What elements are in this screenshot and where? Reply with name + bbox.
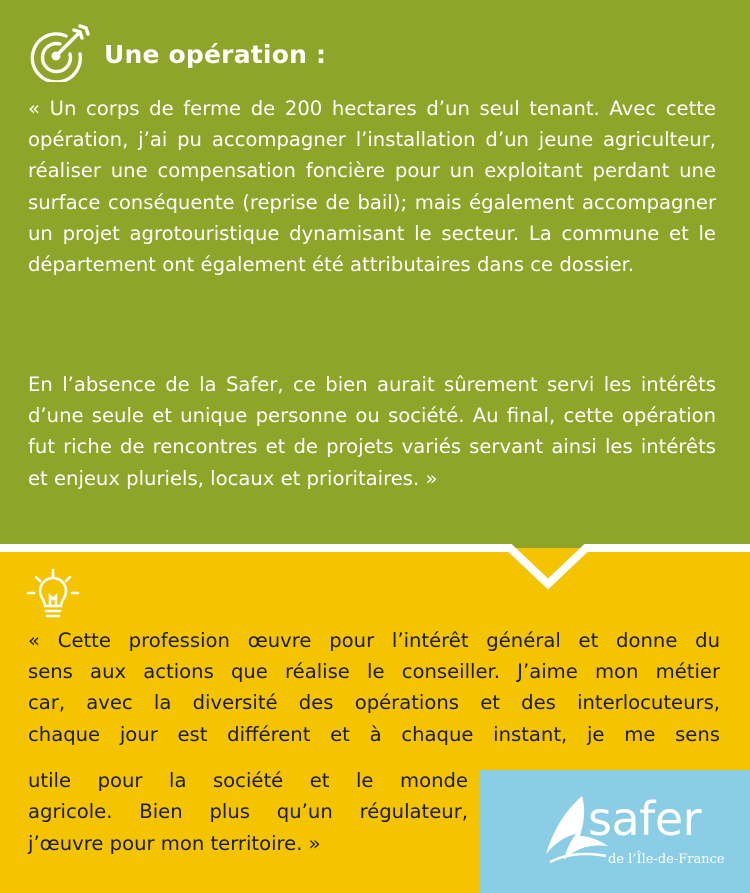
testimony-quote-end (28, 765, 468, 859)
safer-logo (480, 770, 750, 893)
testimony-line-2: sens aux actions que réalise le conseiller. J’aime mon métier (28, 660, 720, 684)
safer-logo-wordmark: safer (588, 792, 702, 846)
operation-paragraph-2: En l’absence de la Safer, ce bien aurait sûrement servi les intérêts d’une seule et unique personne ou société. Au final, cette opération fut riche de rencontres et de projets variés servant ainsi les intérêts et enjeux pluriels, locaux et prioritaires. » (28, 373, 716, 490)
operation-heading: Une opération : (104, 40, 327, 69)
testimony-line-5: utile pour la société et le monde (28, 769, 468, 792)
target-arrow-icon (22, 22, 94, 82)
lightbulb-icon (24, 566, 82, 624)
testimony-line-1: « Cette profession œuvre pour l’intérêt général et donne du (28, 629, 720, 652)
testimony-line-3: car, avec la diversité des opérations et des interlocuteurs, (28, 691, 720, 715)
testimony-line-6: agricole. Bien plus qu’un régulateur, (28, 800, 468, 824)
operation-paragraph-1: « Un corps de ferme de 200 hectares d’un seul tenant. Avec cette opération, j’ai pu accompagner l’installation d’un jeune agriculteur, réaliser une compensation foncière pour un exploitant perdant une surface conséquente (reprise de bail); mais également accompagner un projet agrotouristique dynamisant le secteur. La commune et le département ont également été attributaires dans ce dossier. (28, 97, 716, 277)
testimony-line-7: j’œuvre pour mon territoire. » (28, 831, 321, 855)
safer-logo-subtitle: de l’Île-de-France (608, 852, 725, 867)
testimony-quote (28, 625, 720, 750)
testimony-line-4: chaque jour est différent et à chaque instant, je me sens (28, 722, 720, 746)
section-divider (0, 540, 750, 590)
